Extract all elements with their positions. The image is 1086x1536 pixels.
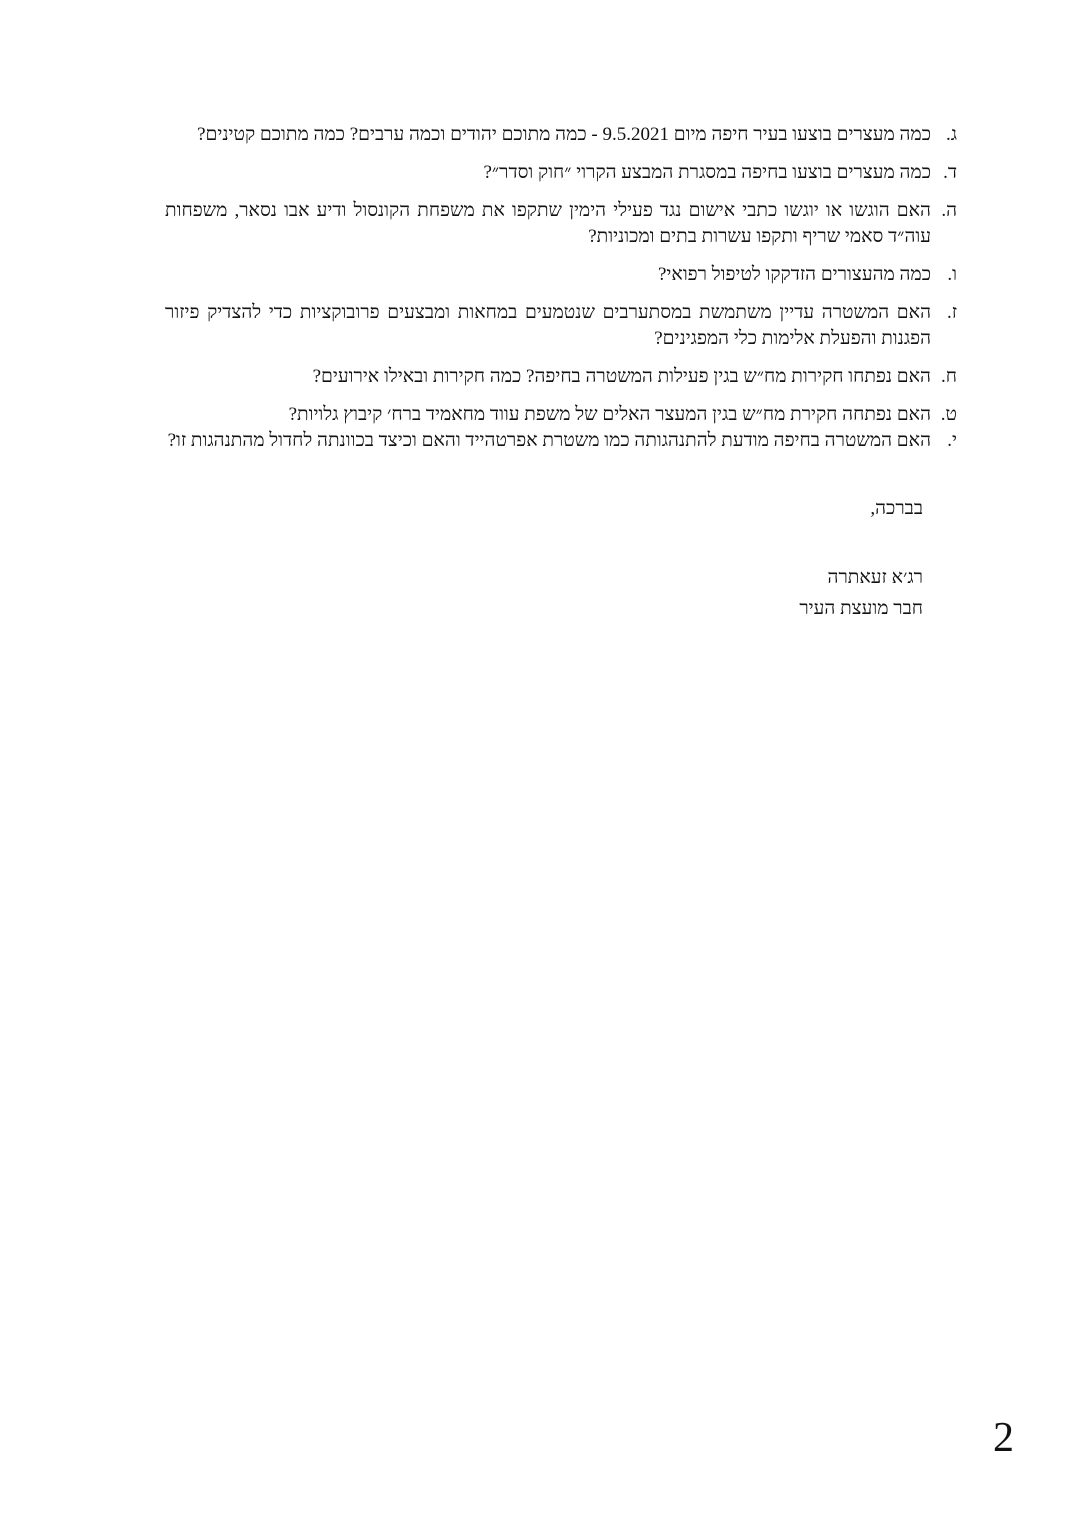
question-item [165, 364, 965, 390]
question-text: האם נפתחו חקירות מח״ש בגין פעילות המשטרה בחיפה? כמה חקירות ובאילו אירועים? [312, 366, 931, 387]
question-text: כמה מהעצורים הזדקקו לטיפול רפואי? [658, 264, 931, 285]
question-item [165, 262, 965, 288]
question-item [165, 160, 965, 186]
question-marker: ו. [947, 264, 957, 285]
question-marker: ה. [941, 200, 957, 221]
question-item [165, 198, 965, 250]
question-marker: ג. [945, 124, 957, 145]
question-text: האם נפתחה חקירת מח״ש בגין המעצר האלים של משפת עווד מחאמיד ברח׳ קיבוץ גלויות? [288, 404, 931, 425]
signer-name: רג׳א זעאתרה [827, 567, 923, 588]
page-number: 2 [993, 1415, 1014, 1461]
questions-list [165, 122, 965, 466]
question-text: כמה מעצרים בוצעו בעיר חיפה מיום 9.5.2021 - כמה מתוכם יהודים וכמה ערבים? כמה מתוכם קטינים? [197, 124, 931, 145]
signer-title: חבר מועצת העיר [799, 598, 923, 619]
question-text: כמה מעצרים בוצעו בחיפה במסגרת המבצע הקרוי ״חוק וסדר״? [483, 162, 931, 183]
question-text: האם הוגשו או יוגשו כתבי אישום נגד פעילי הימין שתקפו את משפחת הקונסול ודיע אבו נסאר, משפחות עוה״ד סאמי שריף ותקפו עשרות בתים ומכוניות? [165, 200, 931, 247]
question-item [165, 300, 965, 352]
question-text: האם המשטרה עדיין משתמשת במסתערבים שנטמעים במחאות ומבצעים פרובוקציות כדי להצדיק פיזור הפגנות והפעלת אלימות כלי המפגינים? [165, 302, 931, 349]
question-marker: ט. [940, 404, 957, 425]
question-marker: ד. [943, 162, 957, 183]
question-item [165, 402, 965, 428]
question-marker: י. [947, 430, 957, 451]
closing-greeting: בברכה, [870, 498, 923, 519]
question-marker: ז. [946, 302, 957, 323]
question-item [165, 122, 965, 148]
question-marker: ח. [941, 366, 957, 387]
question-text: האם המשטרה בחיפה מודעת להתנהגותה כמו משטרת אפרטהייד והאם וכיצד בכוונתה לחדול מהתנהגות זו? [167, 430, 931, 451]
question-item [165, 428, 965, 454]
